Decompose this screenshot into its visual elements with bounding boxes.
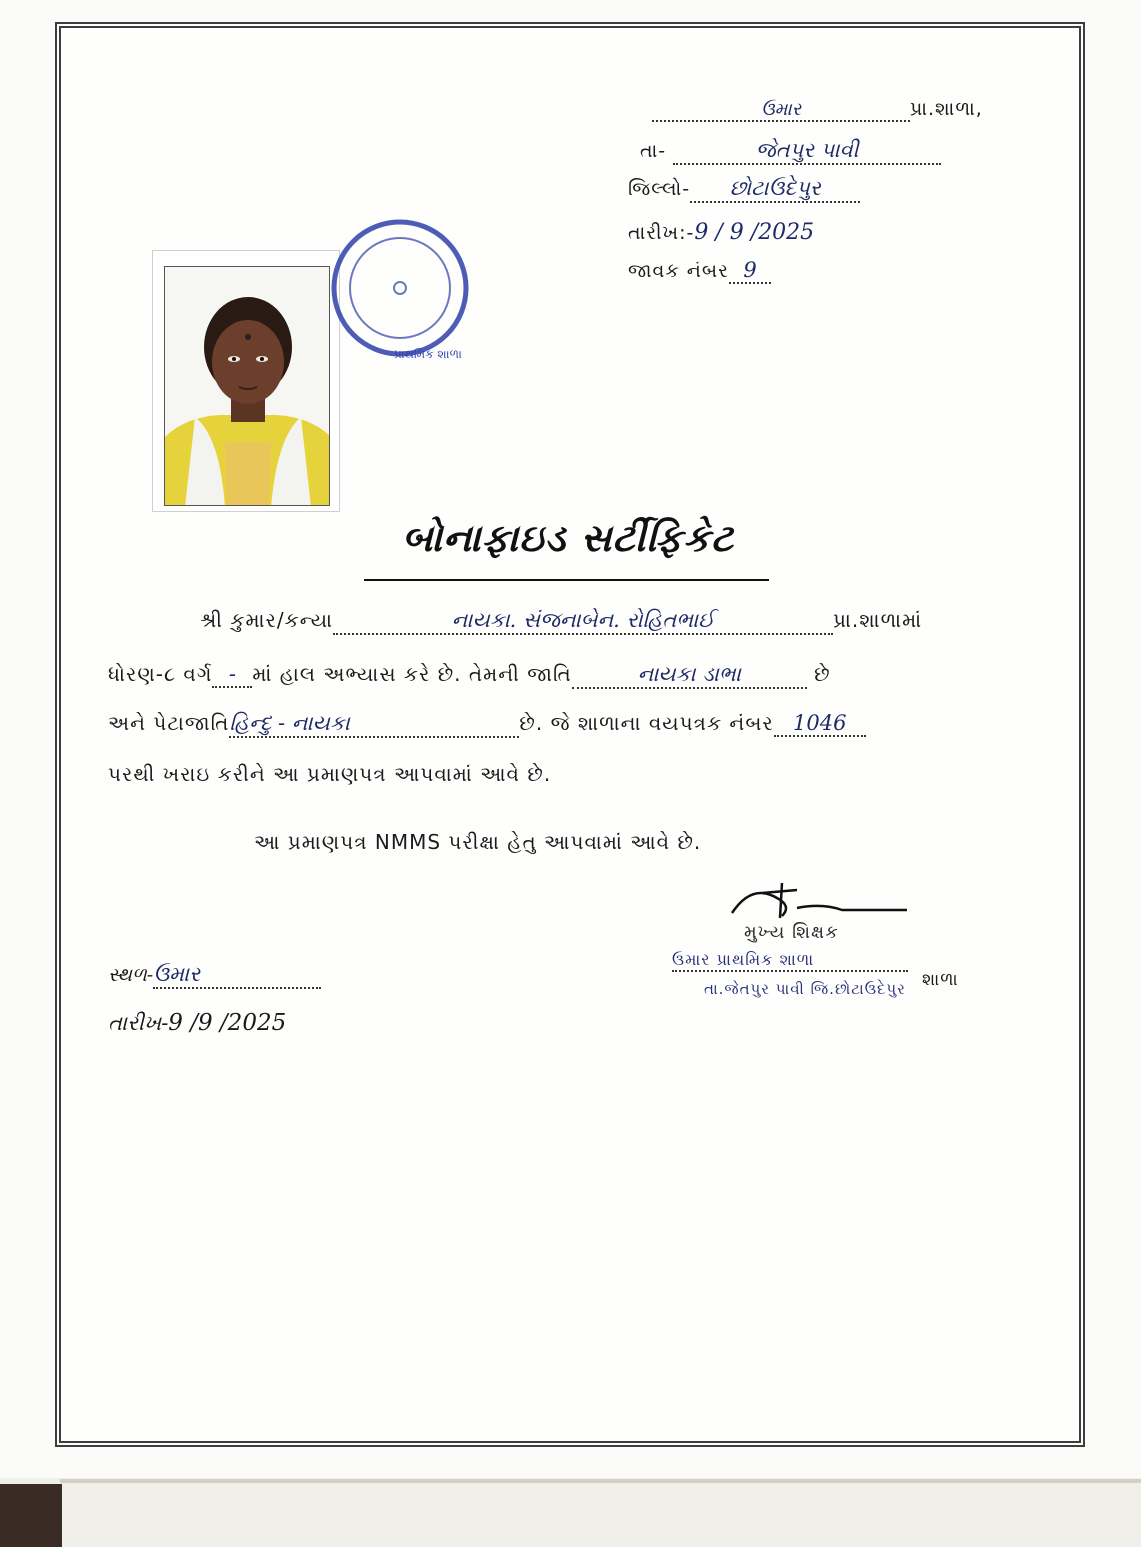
caste-value: નાયકા ડાભા — [572, 662, 807, 689]
date-value: 9 / 9 /2025 — [694, 220, 815, 245]
taluka-value: જેતપુર પાવી — [673, 138, 941, 165]
body-line-3 — [108, 711, 866, 738]
footer-date-value: 9 /9 /2025 — [168, 1010, 287, 1036]
signature-overlap: શાળા — [922, 970, 959, 990]
taluka-line — [640, 138, 941, 165]
school-value: ઉમાર — [652, 99, 910, 122]
outward-label: જાવક નંબર — [628, 260, 730, 282]
signature-role: મુખ્ય શિક્ષક — [744, 922, 839, 943]
district-label: જિલ્લો- — [628, 178, 691, 200]
line2-std: ધોરણ-૮ વર્ગ — [108, 662, 213, 686]
place-label: સ્થળ- — [108, 964, 154, 986]
date-line — [628, 220, 814, 245]
body-line-4: પરથી ખરાઇ કરીને આ પ્રમાણપત્ર આપવામાં આવે છે. — [108, 762, 552, 786]
taluka-label: તા- — [640, 140, 667, 162]
signature-icon — [722, 878, 912, 928]
page-title: બોનાફાઇડ સર્ટીફિકેટ — [401, 515, 735, 560]
district-line — [628, 176, 860, 203]
district-value: છોટાઉદેપુર — [690, 176, 860, 203]
place-value: ઉમાર — [153, 962, 321, 989]
register-number: 1046 — [774, 711, 866, 737]
line2-mid: માં હાલ અભ્યાસ કરે છે. તેમની જાતિ — [252, 662, 572, 686]
line1-prefix: શ્રી કુમાર/કન્યા — [200, 608, 334, 632]
title-underline — [364, 579, 769, 581]
line1-suffix: પ્રા.શાળામાં — [833, 608, 923, 632]
line2-end: છે — [814, 662, 831, 686]
table-surface — [0, 1484, 62, 1547]
body-line-2 — [108, 662, 831, 689]
stamp-text: પ્રાથમિક શાળા — [394, 347, 462, 361]
line3-prefix: અને પેટાજાતિ — [108, 711, 230, 735]
school-line — [652, 98, 983, 122]
footer-date-line — [108, 1010, 286, 1036]
outward-value: 9 — [729, 258, 771, 284]
school-stamp — [292, 208, 472, 378]
page-edge — [60, 1479, 1141, 1483]
signature-address: તા.જેતપુર પાવી જિ.છોટાઉદેપુર — [704, 980, 906, 998]
school-suffix: પ્રા.શાળા, — [910, 98, 983, 120]
student-name: નાયકા. સંજનાબેન. રોહિતભાઈ — [333, 608, 833, 635]
place-line — [108, 962, 321, 989]
date-label: તારીખ:- — [628, 222, 695, 244]
line3-mid: છે. જે શાળાના વયપત્રક નંબર — [519, 711, 774, 735]
signature-school: ઉમાર પ્રાથમિક શાળા — [672, 950, 908, 972]
footer-date-label: તારીખ- — [108, 1011, 169, 1035]
class-value: - — [212, 662, 252, 688]
outward-line — [628, 258, 771, 284]
body-line-5: આ પ્રમાણપત્ર NMMS પરીક્ષા હેતુ આપવામાં આવે છે. — [254, 830, 702, 854]
body-line-1 — [200, 608, 922, 635]
bottom-background — [0, 1478, 1141, 1547]
subcaste-value: હિન્દુ - નાયકા — [229, 711, 519, 738]
